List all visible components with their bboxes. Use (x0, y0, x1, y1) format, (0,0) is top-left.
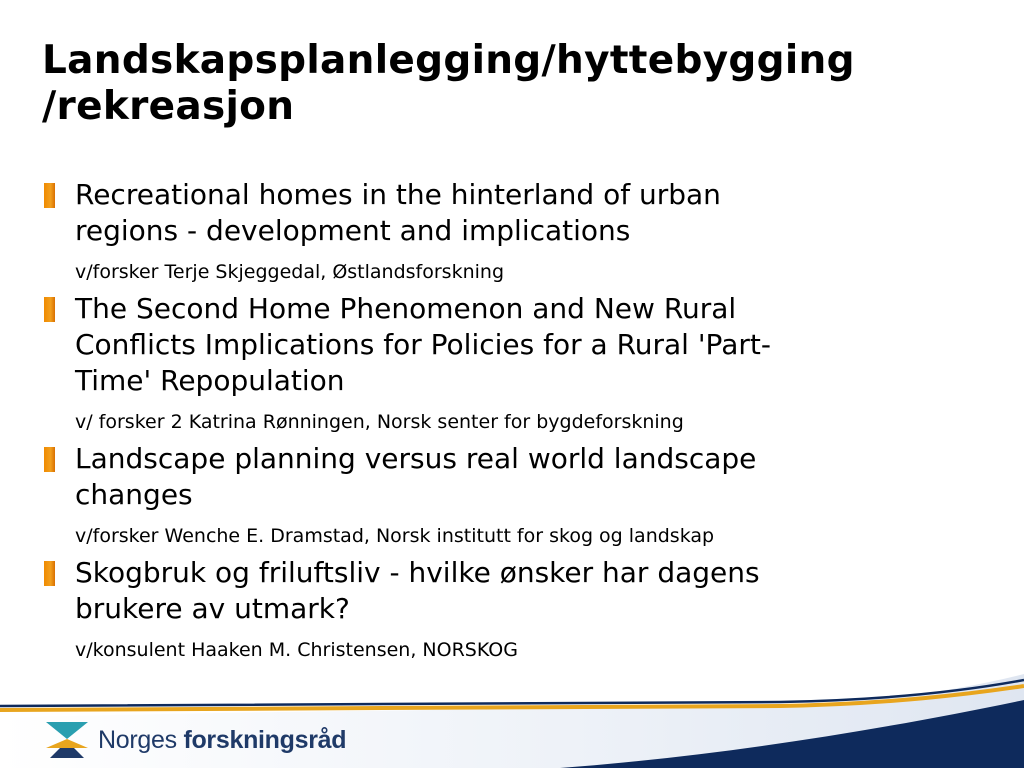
bullet-icon (44, 183, 55, 208)
agenda-item-title (75, 291, 1002, 399)
logo-wordmark-regular: Norges (98, 726, 184, 754)
agenda-item-speaker: v/forsker Wenche E. Dramstad, Norsk institutt for skog og landskap (75, 525, 715, 547)
agenda-item-title (75, 177, 1002, 249)
bullet-icon (44, 297, 55, 322)
slide-title (42, 38, 1002, 130)
agenda-item-title-line: changes (75, 478, 193, 511)
agenda-item-title-line: Skogbruk og friluftsliv - hvilke ønsker har dagens (75, 556, 760, 589)
agenda-item (42, 441, 1002, 547)
agenda-list (42, 177, 1002, 669)
agenda-item-speaker: v/forsker Terje Skjeggedal, Østlandsforskning (75, 261, 505, 283)
logo-wordmark (98, 725, 346, 755)
slide-title-line: /rekreasjon (42, 84, 295, 129)
agenda-item (42, 177, 1002, 283)
bullet-icon (44, 447, 55, 472)
agenda-item-title-line: brukere av utmark? (75, 592, 350, 625)
agenda-item-title (75, 555, 1002, 627)
agenda-item-title-line: Landscape planning versus real world landscape (75, 442, 757, 475)
logo (46, 722, 366, 758)
agenda-item (42, 291, 1002, 433)
agenda-item-title-line: regions - development and implications (75, 214, 631, 247)
agenda-item-title (75, 441, 1002, 513)
logo-wordmark-bold: forskningsråd (183, 726, 347, 754)
norges-forskningsrad-emblem-icon (46, 722, 88, 758)
agenda-item-title-line: The Second Home Phenomenon and New Rural (75, 292, 737, 325)
agenda-item-title-line: Time' Repopulation (75, 364, 345, 397)
agenda-item-speaker: v/ forsker 2 Katrina Rønningen, Norsk senter for bygdeforskning (75, 411, 684, 433)
agenda-item-speaker: v/konsulent Haaken M. Christensen, NORSKOG (75, 639, 518, 661)
slide-title-line: Landskapsplanlegging/hyttebygging (42, 38, 855, 83)
bullet-icon (44, 561, 55, 586)
agenda-item-title-line: Recreational homes in the hinterland of urban (75, 178, 721, 211)
agenda-item (42, 555, 1002, 661)
agenda-item-title-line: Conflicts Implications for Policies for a Rural 'Part- (75, 328, 771, 361)
